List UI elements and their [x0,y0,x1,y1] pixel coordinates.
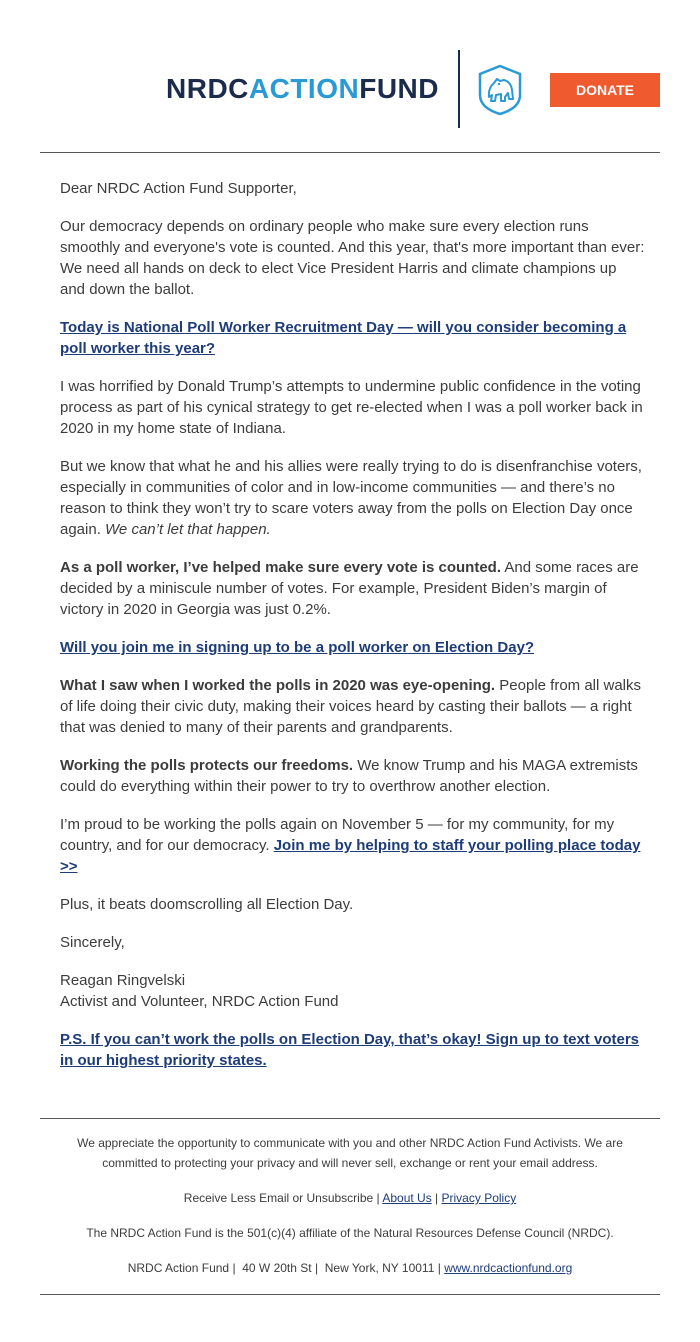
paragraph-disenfranchise [60,456,645,540]
footer-separator: | [437,1261,441,1275]
logo-action: ACTION [248,73,360,104]
nrdc-action-fund-logo[interactable] [166,72,439,106]
eye-opening-bold: What I saw when I worked the polls in 2020 was eye-opening. [60,677,496,694]
website-link[interactable]: www.nrdcactionfund.org [444,1261,573,1275]
privacy-policy-link[interactable]: Privacy Policy [441,1191,517,1205]
greeting: Dear NRDC Action Fund Supporter, [60,180,297,197]
org-name: NRDC Action Fund [127,1261,230,1275]
logo-fund: FUND [359,73,439,104]
footer-separator: | [232,1261,236,1275]
email-body [60,178,645,1088]
email-header [0,0,700,152]
cant-let-that-happen-text: We can’t let that happen. [105,521,271,538]
affiliate-notice: The NRDC Action Fund is the 501(c)(4) affiliate of the Natural Resources Defense Council (NRDC). [86,1226,614,1240]
footer-separator: | [314,1261,319,1275]
paragraph-proud [60,814,645,877]
privacy-notice: We appreciate the opportunity to communicate with you and other NRDC Action Fund Activists. We are committed to protecting your privacy and will never sell, exchange or rent your email address. [77,1136,623,1170]
about-us-link[interactable]: About Us [382,1191,432,1205]
eye-opening-text: People from all walks of life doing their civic duty, making their voices heard by casting their ballots — a right that was denied to many of their parents and grandparents. [60,677,642,736]
freedoms-bold: Working the polls protects our freedoms. [60,757,354,774]
every-vote-bold: As a poll worker, I’ve helped make sure every vote is counted. [60,559,502,576]
paragraph-eye-opening [60,675,645,738]
paragraph-disenfranchise-text: But we know that what he and his allies were really trying to do is disenfranchise voters, especially in communities of color and in low-income communities — and there’s no reason to think they won’t try to scare voters away from the polls on Election Day once again. [60,458,642,538]
signoff: Sincerely, [60,934,125,951]
email-footer [60,1133,640,1293]
join-me-link[interactable]: Will you join me in signing up to be a poll worker on Election Day? [60,639,535,656]
footer-separator: | [435,1191,439,1205]
footer-divider-top [40,1118,660,1119]
paragraph-freedoms [60,755,645,797]
unsubscribe-link[interactable]: Receive Less Email or Unsubscribe [183,1191,374,1205]
mailing-address [60,1258,640,1278]
logo-nrdc: NRDC [166,73,249,104]
polar-bear-logo-icon [477,64,523,116]
paragraph-intro: Our democracy depends on ordinary people who make sure every election runs smoothly and everyone's vote is counted. And this year, that's more important than ever: We need all hands on deck to elect Vice President Harris and climate champions up and down the ballot. [60,218,645,298]
footer-links [60,1188,640,1208]
footer-divider-bottom [40,1294,660,1295]
header-divider [40,152,660,153]
paragraph-doomscrolling: Plus, it beats doomscrolling all Election Day. [60,896,354,913]
signer-name: Reagan Ringvelski [60,972,186,989]
ps-text-voters-link[interactable]: P.S. If you can’t work the polls on Election Day, that’s okay! Sign up to text voters in our highest priority states. [60,1031,639,1069]
paragraph-trump-attempts: I was horrified by Donald Trump’s attempts to undermine public confidence in the voting process as part of his cynical strategy to get re-elected when I was a poll worker back in 2020 in my home state of Indiana. [60,378,643,437]
city-address: New York, NY 10011 [324,1261,435,1275]
paragraph-every-vote [60,557,645,620]
donate-button[interactable]: DONATE [550,73,660,107]
staff-polling-place-link[interactable]: Join me by helping to staff your polling place today >> [60,837,641,875]
footer-separator: | [376,1191,380,1205]
poll-worker-day-link[interactable]: Today is National Poll Worker Recruitment Day — will you consider becoming a poll worker this year? [60,319,627,357]
logo-divider [458,50,460,128]
street-address: 40 W 20th St [242,1261,312,1275]
proud-text: I’m proud to be working the polls again on November 5 — for my community, for my country, and for our democracy. [60,816,615,854]
signature [60,970,645,1012]
freedoms-text: We know Trump and his MAGA extremists could do everything within their power to try to overthrow another election. [60,757,638,795]
signer-title: Activist and Volunteer, NRDC Action Fund [60,993,339,1010]
every-vote-text: And some races are decided by a miniscule number of votes. For example, President Biden’s margin of victory in 2020 in Georgia was just 0.2%. [60,559,639,618]
